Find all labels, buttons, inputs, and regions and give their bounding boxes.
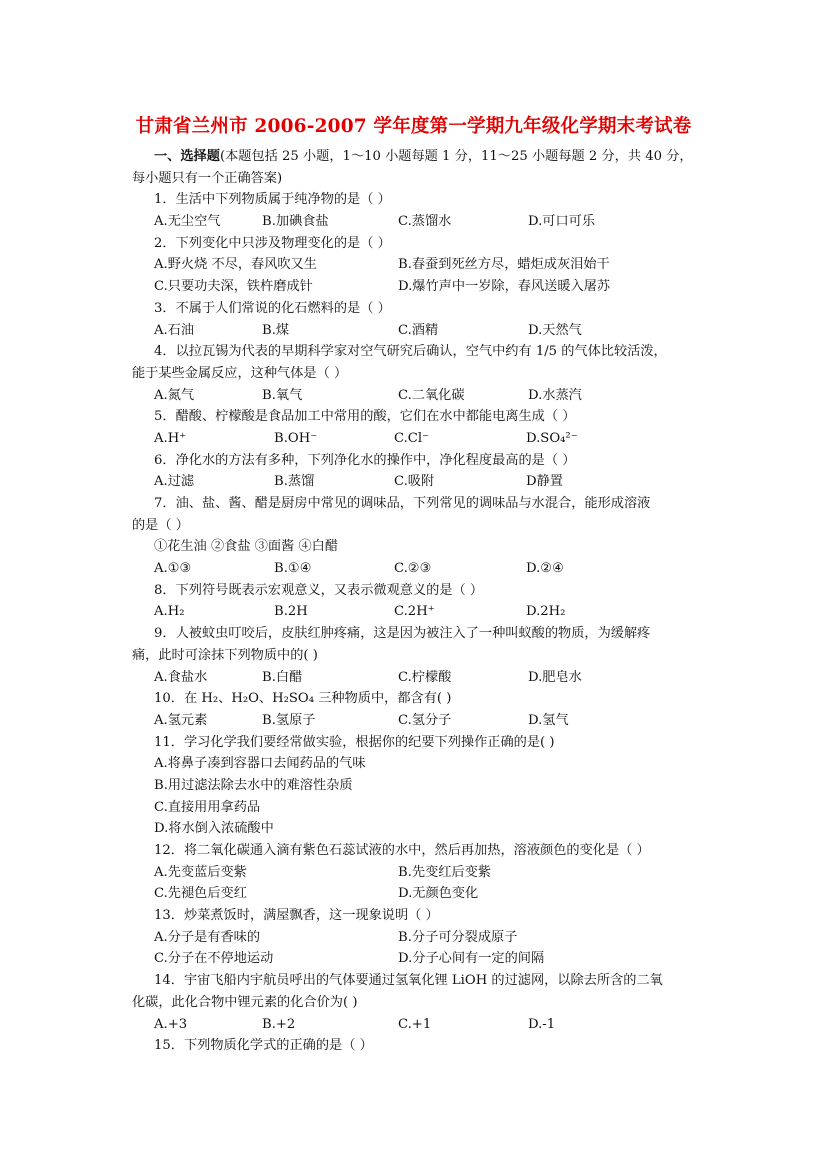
answer-option: D.天然气 xyxy=(528,322,582,338)
question-item xyxy=(132,493,714,580)
option-row xyxy=(154,471,714,493)
option-row xyxy=(154,883,714,905)
answer-option: B.先变红后变紫 xyxy=(398,864,492,880)
answer-option: C.Cl⁻ xyxy=(394,430,430,446)
question-stem: 8．下列符号既表示宏观意义，又表示微观意义的是（ ） xyxy=(154,582,484,598)
answer-option: C.吸附 xyxy=(394,474,435,490)
answer-option: D.爆竹声中一岁除，春风送暖入屠苏 xyxy=(398,279,611,295)
question-item xyxy=(154,406,714,449)
answer-option: D.无颜色变化 xyxy=(398,886,479,902)
answer-option: D.-1 xyxy=(528,1016,556,1032)
option-row xyxy=(154,753,714,775)
question-item xyxy=(154,189,714,232)
option-row xyxy=(154,775,714,797)
question-item xyxy=(154,732,714,840)
answer-option: D.SO₄²⁻ xyxy=(526,430,578,446)
question-item xyxy=(154,840,714,905)
answer-option: D.可口可乐 xyxy=(528,214,596,230)
answer-option: B.分子可分裂成原子 xyxy=(398,929,518,945)
option-row xyxy=(154,862,714,884)
question-stem: 12．将二氧化碳通入滴有紫色石蕊试液的水中，然后再加热，溶液颜色的变化是（ ） xyxy=(154,843,650,858)
answer-option: D.肥皂水 xyxy=(528,669,582,685)
question-choices-list: ①花生油 ②食盐 ③面酱 ④白醋 xyxy=(154,539,339,555)
option-row xyxy=(154,797,714,819)
question-stem: 15．下列物质化学式的正确的是（ ） xyxy=(154,1038,373,1054)
answer-option: A.H₂ xyxy=(154,604,185,620)
option-row xyxy=(154,601,714,623)
answer-option: A.无尘空气 xyxy=(154,214,221,230)
option-row xyxy=(154,276,714,298)
exam-title: 甘肃省兰州市 2006-2007 学年度第一学期九年级化学期末考试卷 xyxy=(135,116,692,137)
option-row xyxy=(154,385,714,407)
option-row xyxy=(154,211,714,233)
answer-option: C.先褪色后变红 xyxy=(154,886,247,902)
question-stem: 9．人被蚊虫叮咬后，皮肤红肿疼痛，这是因为被注入了一种叫蚁酸的物质，为缓解疼 xyxy=(154,626,651,642)
answer-option: B.白醋 xyxy=(262,669,303,685)
answer-option: A.①③ xyxy=(154,561,192,577)
option-row xyxy=(154,818,714,840)
answer-option: C.只要功夫深，铁杵磨成针 xyxy=(154,279,313,295)
answer-option: B.煤 xyxy=(262,322,290,338)
question-list xyxy=(132,189,714,1057)
question-stem-continued: 的是（ ） xyxy=(132,517,189,533)
answer-option: D.2H₂ xyxy=(526,604,566,620)
question-stem: 11．学习化学我们要经常做实验，根据你的纪要下列操作正确的是( ) xyxy=(154,734,555,750)
answer-option: A.氢元素 xyxy=(154,712,208,728)
answer-option: C.酒精 xyxy=(398,322,439,338)
section-note-continued: 每小题只有一个正确答案) xyxy=(132,170,283,186)
question-stem: 2．下列变化中只涉及物理变化的是（ ） xyxy=(154,235,391,251)
answer-option: B.氧气 xyxy=(262,387,303,403)
question-stem: 7．油、盐、酱、醋是厨房中常见的调味品，下列常见的调味品与水混合，能形成溶液 xyxy=(154,496,651,511)
question-item xyxy=(154,233,714,298)
option-row xyxy=(154,948,714,970)
answer-option: C.分子在不停地运动 xyxy=(154,951,274,967)
question-item xyxy=(132,623,714,688)
question-stem: 4．以拉瓦锡为代表的早期科学家对空气研究后确认，空气中约有 1/5 的气体比较活泼， xyxy=(154,344,667,360)
section-heading-line xyxy=(154,146,714,168)
question-stem: 1．生活中下列物质属于纯净物的是（ ） xyxy=(154,192,391,208)
option-row xyxy=(154,320,714,342)
answer-option: D.水蒸汽 xyxy=(528,387,582,403)
question-stem: 14．宇宙飞船内宇航员呼出的气体要通过氢氧化锂 LiOH 的过滤网，以除去所含的二氧 xyxy=(154,973,663,989)
option-row xyxy=(154,667,714,689)
answer-option: A.先变蓝后变紫 xyxy=(154,864,247,880)
answer-option: B.+2 xyxy=(262,1016,296,1032)
option-row xyxy=(154,1014,714,1036)
option-row xyxy=(154,927,714,949)
answer-option: B.用过滤法除去水中的难溶性杂质 xyxy=(154,777,353,793)
question-item xyxy=(154,580,714,623)
answer-option: B.2H xyxy=(274,604,308,620)
question-stem: 6．净化水的方法有多种，下列净化水的操作中，净化程度最高的是（ ） xyxy=(154,452,576,468)
answer-option: A.将鼻子凑到容器口去闻药品的气味 xyxy=(154,756,366,772)
option-row xyxy=(154,254,714,276)
answer-option: D.分子心间有一定的间隔 xyxy=(398,951,545,967)
answer-option: B.春蚕到死丝方尽，蜡炬成灰泪始干 xyxy=(398,257,610,273)
answer-option: A.分子是有香味的 xyxy=(154,929,261,945)
question-stem: 10．在 H₂、H₂O、H₂SO₄ 三种物质中，都含有( ) xyxy=(154,691,452,707)
answer-option: B.①④ xyxy=(274,561,312,577)
section-heading: 一、选择题 xyxy=(154,149,220,164)
answer-option: A.食盐水 xyxy=(154,669,208,685)
answer-option: C.②③ xyxy=(394,561,432,577)
answer-option: C.柠檬酸 xyxy=(398,669,452,685)
question-stem: 3．不属于人们常说的化石燃料的是（ ） xyxy=(154,300,391,316)
answer-option: C.+1 xyxy=(398,1016,432,1032)
answer-option: C.2H⁺ xyxy=(394,604,435,620)
question-item xyxy=(154,298,714,341)
question-item xyxy=(154,905,714,970)
question-item xyxy=(132,341,714,406)
answer-option: B.OH⁻ xyxy=(274,430,318,446)
option-row xyxy=(154,710,714,732)
answer-option: A.石油 xyxy=(154,322,195,338)
answer-option: C.直接用用拿药品 xyxy=(154,799,261,815)
question-stem: 13．炒菜煮饭时，满屋飘香，这一现象说明（ ） xyxy=(154,908,439,924)
question-stem-continued: 能于某些金属反应，这种气体是（ ） xyxy=(132,365,348,381)
answer-option: C.氢分子 xyxy=(398,712,452,728)
question-item xyxy=(154,688,714,731)
answer-option: D.将水倒入浓硫酸中 xyxy=(154,821,274,837)
question-stem-continued: 痛，此时可涂抹下列物质中的( ) xyxy=(132,647,318,663)
option-row xyxy=(154,428,714,450)
answer-option: C.二氧化碳 xyxy=(398,387,465,403)
answer-option: A.野火烧 不尽，春风吹又生 xyxy=(154,257,317,273)
answer-option: D.②④ xyxy=(526,561,564,577)
section-note: (本题包括 25 小题，1～10 小题每题 1 分，11～25 小题每题 2 分，共 40 分， xyxy=(219,149,693,164)
question-item xyxy=(154,450,714,493)
answer-option: D.氢气 xyxy=(528,712,569,728)
question-stem-continued: 化碳，此化合物中锂元素的化合价为( ) xyxy=(132,994,358,1010)
question-item xyxy=(154,1035,714,1057)
answer-option: B.蒸馏 xyxy=(274,474,315,490)
answer-option: B.加碘食盐 xyxy=(262,214,329,230)
answer-option: C.蒸馏水 xyxy=(398,214,452,230)
answer-option: A.过滤 xyxy=(154,474,195,490)
answer-option: A.+3 xyxy=(154,1016,188,1032)
exam-content xyxy=(132,146,714,1057)
option-row xyxy=(154,558,714,580)
question-item xyxy=(132,970,714,1035)
question-stem: 5．醋酸、柠檬酸是食品加工中常用的酸，它们在水中都能电离生成（ ） xyxy=(154,409,576,425)
answer-option: D静置 xyxy=(526,474,563,490)
answer-option: B.氢原子 xyxy=(262,712,316,728)
answer-option: A.H⁺ xyxy=(154,430,187,446)
answer-option: A.氮气 xyxy=(154,387,195,403)
